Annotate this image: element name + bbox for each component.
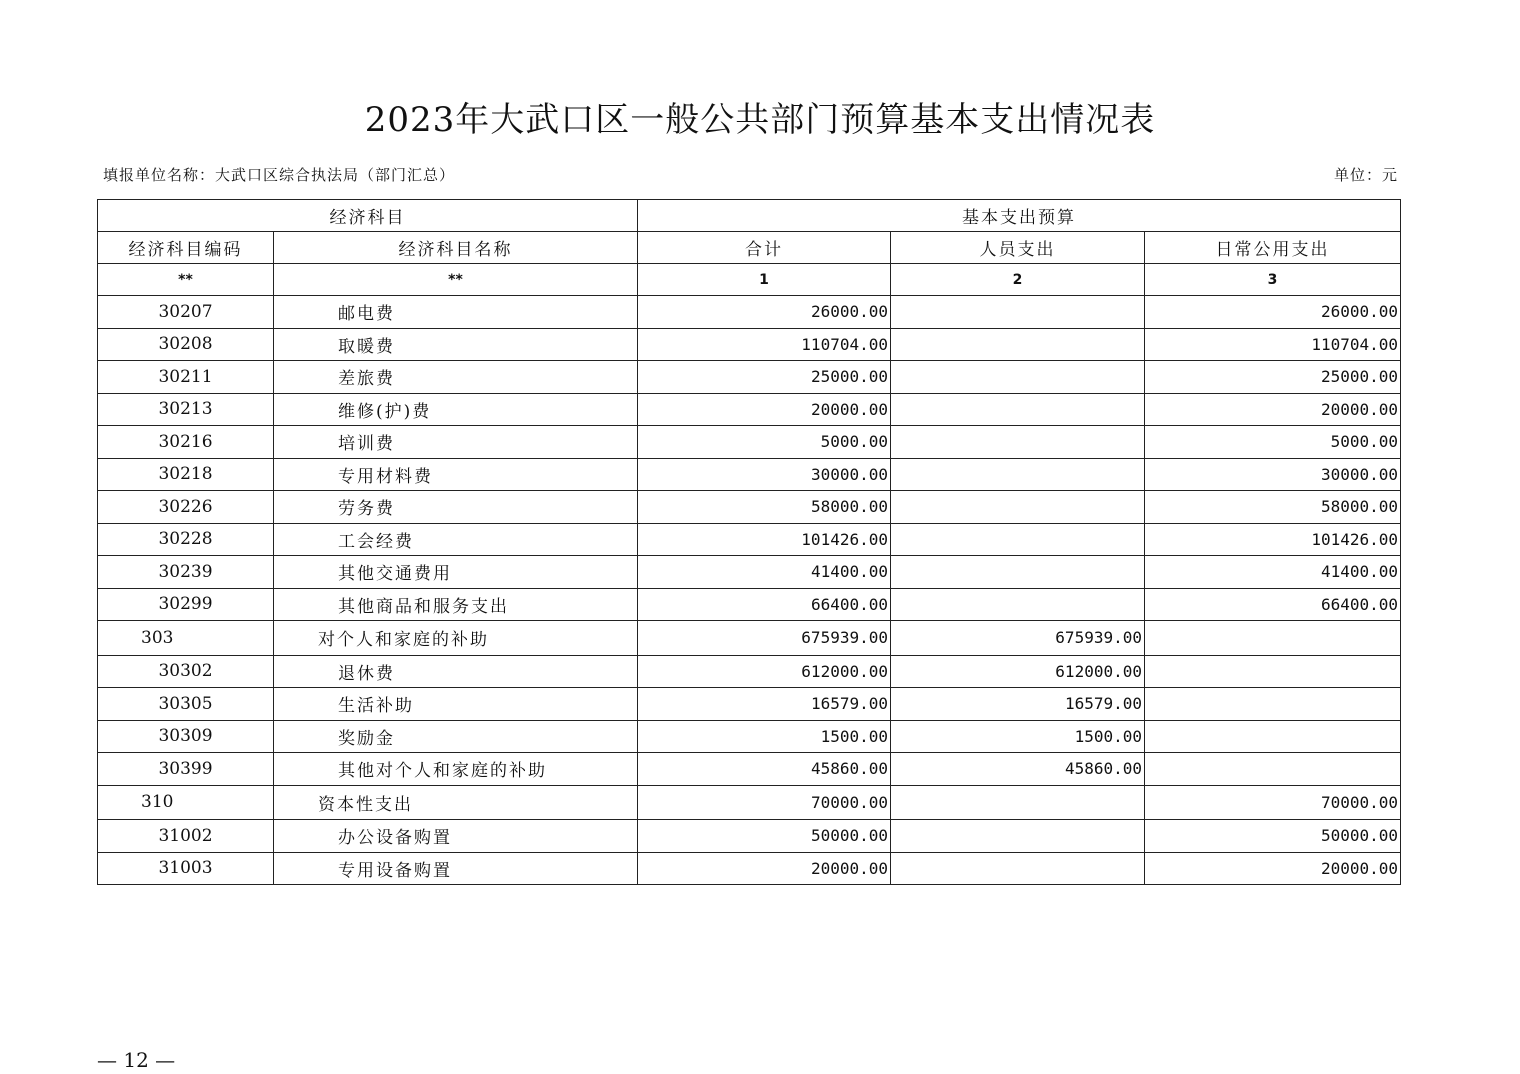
cell-personnel	[891, 393, 1145, 426]
cell-public	[1145, 720, 1401, 753]
cell-public: 25000.00	[1145, 361, 1401, 394]
table-row	[98, 785, 1401, 820]
cell-total: 45860.00	[638, 753, 891, 786]
index-cell: 2	[891, 264, 1145, 296]
cell-name: 维修(护)费	[274, 393, 638, 426]
filler-unit: 填报单位名称：大武口区综合执法局（部门汇总）	[103, 166, 456, 184]
cell-total: 20000.00	[638, 852, 891, 885]
cell-total: 30000.00	[638, 458, 891, 491]
cell-total: 26000.00	[638, 296, 891, 329]
cell-personnel	[891, 328, 1145, 361]
header-public: 日常公用支出	[1145, 232, 1401, 264]
cell-name: 奖励金	[274, 720, 638, 753]
header-code: 经济科目编码	[98, 232, 274, 264]
cell-personnel: 45860.00	[891, 753, 1145, 786]
table-row	[98, 655, 1401, 688]
cell-code: 310	[98, 785, 274, 820]
cell-code: 30299	[98, 588, 274, 621]
index-row	[98, 264, 1401, 296]
cell-public: 26000.00	[1145, 296, 1401, 329]
cell-public: 110704.00	[1145, 328, 1401, 361]
cell-personnel	[891, 588, 1145, 621]
table-row	[98, 820, 1401, 853]
table-body	[98, 296, 1401, 885]
cell-code: 31002	[98, 820, 274, 853]
cell-total: 25000.00	[638, 361, 891, 394]
cell-total: 70000.00	[638, 785, 891, 820]
cell-name: 其他对个人和家庭的补助	[274, 753, 638, 786]
table-row	[98, 328, 1401, 361]
cell-public	[1145, 688, 1401, 721]
table-row	[98, 296, 1401, 329]
table-row	[98, 393, 1401, 426]
cell-name: 劳务费	[274, 491, 638, 524]
cell-total: 41400.00	[638, 556, 891, 589]
cell-personnel	[891, 491, 1145, 524]
column-header-row	[98, 232, 1401, 264]
cell-public: 50000.00	[1145, 820, 1401, 853]
cell-public: 20000.00	[1145, 393, 1401, 426]
cell-total: 675939.00	[638, 621, 891, 656]
index-cell: 1	[638, 264, 891, 296]
table-row	[98, 621, 1401, 656]
cell-total: 101426.00	[638, 523, 891, 556]
cell-total: 110704.00	[638, 328, 891, 361]
cell-name: 其他交通费用	[274, 556, 638, 589]
cell-personnel: 612000.00	[891, 655, 1145, 688]
header-total: 合计	[638, 232, 891, 264]
cell-public: 30000.00	[1145, 458, 1401, 491]
cell-code: 30228	[98, 523, 274, 556]
cell-code: 30218	[98, 458, 274, 491]
cell-name: 取暖费	[274, 328, 638, 361]
index-cell: 3	[1145, 264, 1401, 296]
header-economic-subject: 经济科目	[98, 200, 638, 232]
header-name: 经济科目名称	[274, 232, 638, 264]
cell-name: 差旅费	[274, 361, 638, 394]
cell-personnel	[891, 852, 1145, 885]
cell-name: 专用材料费	[274, 458, 638, 491]
table-row	[98, 852, 1401, 885]
cell-personnel	[891, 820, 1145, 853]
cell-public: 20000.00	[1145, 852, 1401, 885]
cell-code: 30216	[98, 426, 274, 459]
cell-public: 58000.00	[1145, 491, 1401, 524]
cell-code: 30305	[98, 688, 274, 721]
cell-name: 办公设备购置	[274, 820, 638, 853]
table-row	[98, 426, 1401, 459]
cell-personnel	[891, 785, 1145, 820]
cell-code: 30302	[98, 655, 274, 688]
cell-public: 5000.00	[1145, 426, 1401, 459]
cell-personnel	[891, 458, 1145, 491]
cell-total: 58000.00	[638, 491, 891, 524]
page-title: 2023年大武口区一般公共部门预算基本支出情况表	[364, 100, 1156, 140]
cell-total: 5000.00	[638, 426, 891, 459]
table-row	[98, 458, 1401, 491]
budget-table	[97, 199, 1401, 885]
cell-personnel	[891, 361, 1145, 394]
cell-code: 30213	[98, 393, 274, 426]
cell-public: 101426.00	[1145, 523, 1401, 556]
cell-name: 资本性支出	[274, 785, 638, 820]
table-row	[98, 523, 1401, 556]
table-row	[98, 556, 1401, 589]
cell-personnel: 1500.00	[891, 720, 1145, 753]
cell-code: 30399	[98, 753, 274, 786]
index-cell: **	[98, 264, 274, 296]
cell-total: 1500.00	[638, 720, 891, 753]
cell-code: 30208	[98, 328, 274, 361]
header-personnel: 人员支出	[891, 232, 1145, 264]
index-cell: **	[274, 264, 638, 296]
cell-public	[1145, 753, 1401, 786]
cell-name: 对个人和家庭的补助	[274, 621, 638, 656]
table-row	[98, 588, 1401, 621]
group-header-row	[98, 200, 1401, 232]
table-row	[98, 688, 1401, 721]
cell-personnel	[891, 523, 1145, 556]
cell-code: 31003	[98, 852, 274, 885]
cell-code: 30309	[98, 720, 274, 753]
currency-unit: 单位：元	[1333, 166, 1398, 184]
table-row	[98, 720, 1401, 753]
cell-public: 41400.00	[1145, 556, 1401, 589]
cell-code: 30239	[98, 556, 274, 589]
cell-public: 70000.00	[1145, 785, 1401, 820]
table-row	[98, 361, 1401, 394]
cell-personnel: 675939.00	[891, 621, 1145, 656]
cell-total: 20000.00	[638, 393, 891, 426]
cell-code: 30207	[98, 296, 274, 329]
cell-personnel	[891, 296, 1145, 329]
header-basic-budget: 基本支出预算	[638, 200, 1401, 232]
cell-name: 退休费	[274, 655, 638, 688]
cell-code: 30226	[98, 491, 274, 524]
cell-code: 30211	[98, 361, 274, 394]
cell-total: 612000.00	[638, 655, 891, 688]
cell-name: 专用设备购置	[274, 852, 638, 885]
page-number: — 12 —	[97, 1048, 176, 1072]
cell-personnel	[891, 426, 1145, 459]
cell-code: 303	[98, 621, 274, 656]
cell-name: 邮电费	[274, 296, 638, 329]
cell-personnel: 16579.00	[891, 688, 1145, 721]
cell-total: 66400.00	[638, 588, 891, 621]
cell-public	[1145, 655, 1401, 688]
cell-total: 50000.00	[638, 820, 891, 853]
cell-name: 工会经费	[274, 523, 638, 556]
cell-name: 生活补助	[274, 688, 638, 721]
table-row	[98, 753, 1401, 786]
cell-name: 其他商品和服务支出	[274, 588, 638, 621]
cell-personnel	[891, 556, 1145, 589]
cell-public: 66400.00	[1145, 588, 1401, 621]
cell-public	[1145, 621, 1401, 656]
table-row	[98, 491, 1401, 524]
cell-name: 培训费	[274, 426, 638, 459]
cell-total: 16579.00	[638, 688, 891, 721]
